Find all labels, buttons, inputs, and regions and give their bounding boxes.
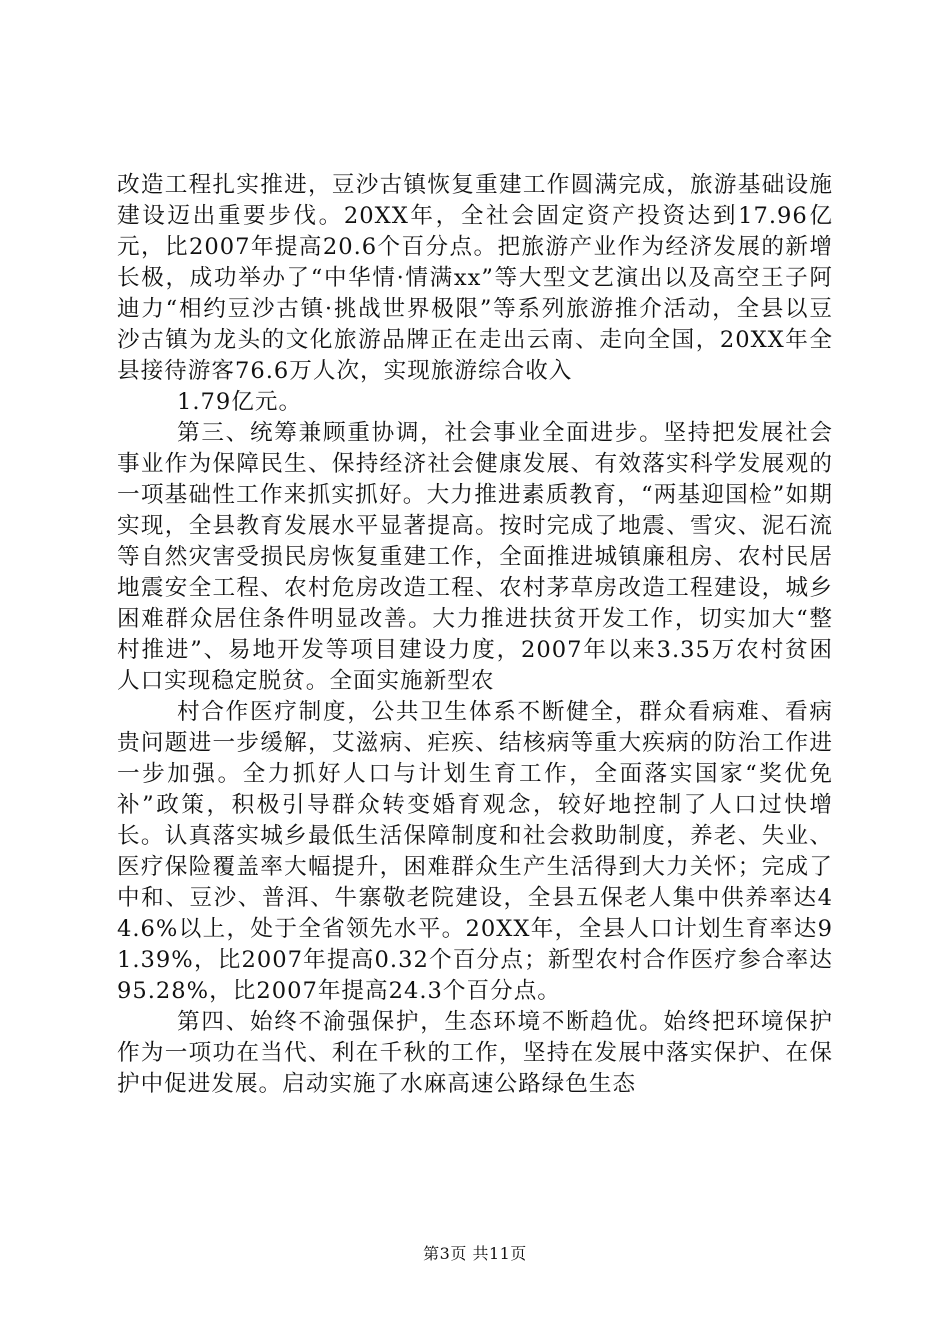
page-number-footer: 第3页 共11页 [423, 1244, 527, 1263]
paragraph-tourism: 改造工程扎实推进，豆沙古镇恢复重建工作圆满完成，旅游基础设施建设迈出重要步伐。20XX年，全社会固定资产投资达到17.96亿元，比2007年提高20.6个百分点。把旅游产业作为经济发展的新增长极，成功举办了“中华情·情满xx”等大型文艺演出以及高空王子阿迪力“相约豆沙古镇·挑战世界极限”等系列旅游推介活动，全县以豆沙古镇为龙头的文化旅游品牌正在走出云南、走向全国，20XX年全县接待游客76.6万人次，实现旅游综合收入 [117, 172, 833, 384]
paragraph-healthcare: 村合作医疗制度，公共卫生体系不断健全，群众看病难、看病贵问题进一步缓解，艾滋病、疟疾、结核病等重大疾病的防治工作进一步加强。全力抓好人口与计划生育工作，全面落实国家“奖优免补”政策，积极引导群众转变婚育观念，较好地控制了人口过快增长。认真落实城乡最低生活保障制度和社会救助制度，养老、失业、医疗保险覆盖率大幅提升，困难群众生产生活得到大力关怀；完成了中和、豆沙、普洱、牛寨敬老院建设，全县五保老人集中供养率达44.6%以上，处于全省领先水平。20XX年，全县人口计划生育率达91.39%，比2007年提高0.32个百分点；新型农村合作医疗参合率达95.28%，比2007年提高24.3个百分点。 [117, 699, 833, 1004]
document-body [117, 170, 833, 1100]
paragraph-social-development: 第三、统筹兼顾重协调，社会事业全面进步。坚持把发展社会事业作为保障民生、保持经济社会健康发展、有效落实科学发展观的一项基础性工作来抓实抓好。大力推进素质教育，“两基迎国检”如期实现，全县教育发展水平显著提高。按时完成了地震、雪灾、泥石流等自然灾害受损民房恢复重建工作，全面推进城镇廉租房、农村民居地震安全工程、农村危房改造工程、农村茅草房改造工程建设，城乡困难群众居住条件明显改善。大力推进扶贫开发工作，切实加大“整村推进”、易地开发等项目建设力度，2007年以来3.35万农村贫困人口实现稳定脱贫。全面实施新型农 [117, 420, 833, 694]
paragraph-tourism-income: 1.79亿元。 [177, 389, 303, 415]
paragraph-environment: 第四、始终不渝强保护，生态环境不断趋优。始终把环境保护作为一项功在当代、利在千秋的工作，坚持在发展中落实保护、在保护中促进发展。启动实施了水麻高速公路绿色生态 [117, 1009, 833, 1097]
